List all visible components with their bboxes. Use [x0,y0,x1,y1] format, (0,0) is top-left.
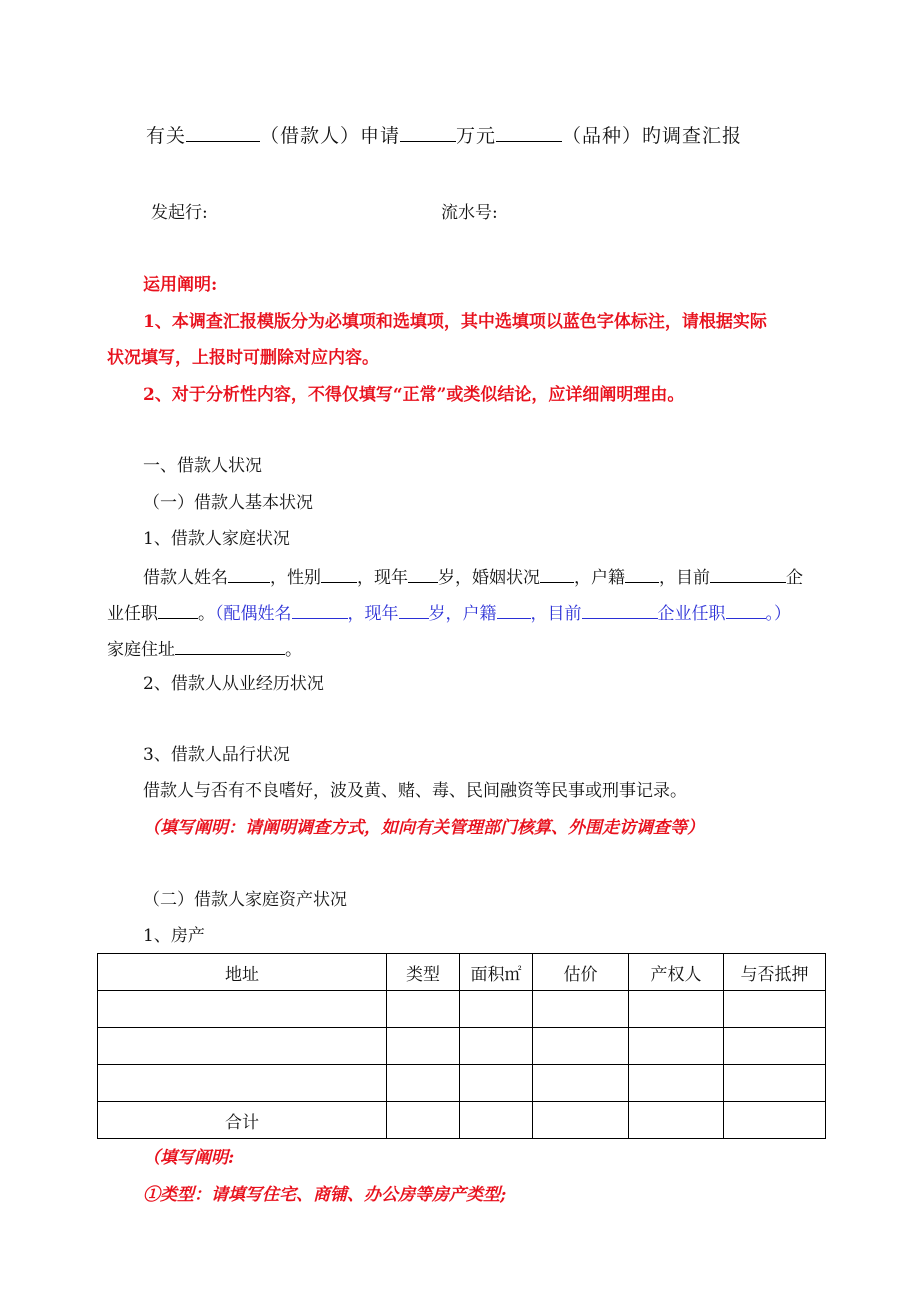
amount-blank [400,124,456,142]
spouse-company-label: 企业任职 [657,604,726,624]
company-suffix: 企 [786,568,803,588]
position-label: 业任职 [107,604,158,624]
basic-info-line-2 [107,601,791,625]
title-part-3: 万元 [456,125,497,147]
table-cell[interactable] [387,1028,460,1065]
fill-note-item-1: ①类型：请填写住宅、商铺、办公房等房产类型; [143,1185,507,1205]
property-heading: 1、房产 [143,926,205,946]
table-total-row [98,1102,826,1139]
serial-number-label: 流水号: [441,203,498,223]
table-cell[interactable] [387,1065,460,1102]
spouse-age-blank [399,601,429,619]
name-label: 借款人姓名 [143,568,228,588]
table-row [98,1028,826,1065]
title-part-2: （借款人）申请 [260,125,401,147]
table-cell[interactable] [533,1028,629,1065]
spouse-current-label: ，目前 [530,604,582,624]
header-mortgaged: 与否抵押 [724,954,826,991]
position-blank [158,601,198,619]
usage-note-item-2: 2、对于分析性内容，不得仅填写“正常”或类似结论，应详细阐明理由。 [143,385,685,405]
table-row [98,1065,826,1102]
table-cell[interactable] [98,1028,387,1065]
basic-info-line-1 [143,565,803,589]
usage-note-item-1: 1、本调查汇报模版分为必填项和选填项，其中选填项以蓝色字体标注，请根据实际 [143,312,767,332]
total-label: 合计 [98,1102,387,1139]
table-cell[interactable] [629,991,724,1028]
table-cell[interactable] [460,1065,533,1102]
gender-blank [321,565,357,583]
age-blank [408,565,438,583]
borrower-blank [186,124,260,142]
marital-label: 岁，婚姻状况 [438,568,540,588]
spouse-hukou-label: 岁，户籍 [428,604,497,624]
usage-note-heading: 运用阐明: [143,275,218,295]
table-cell[interactable] [724,1102,826,1139]
table-cell[interactable] [724,1065,826,1102]
age-label: ，现年 [357,568,408,588]
table-cell[interactable] [533,1065,629,1102]
header-valuation: 估价 [533,954,629,991]
family-status-heading: 1、借款人家庭状况 [143,529,290,549]
spouse-info [215,604,791,624]
origin-bank-label: 发起行: [151,203,208,223]
header-type: 类型 [387,954,460,991]
header-address: 地址 [98,954,387,991]
table-cell[interactable] [629,1065,724,1102]
table-cell[interactable] [629,1028,724,1065]
table-header-row [98,954,826,991]
table-cell[interactable] [460,1102,533,1139]
table-cell[interactable] [387,1102,460,1139]
fill-note-heading: （填写阐明: [143,1148,235,1168]
table-cell[interactable] [533,991,629,1028]
spouse-name-blank [292,601,348,619]
table-cell[interactable] [98,1065,387,1102]
header-owner: 产权人 [629,954,724,991]
table-cell[interactable] [724,1028,826,1065]
company-blank [710,565,786,583]
subsection-basic-heading: （一）借款人基本状况 [143,493,313,513]
spouse-info-end: 。） [765,604,791,624]
table-cell[interactable] [460,1028,533,1065]
title-part-4: （品种）旳调查汇报 [562,125,743,147]
usage-note-item-1-cont: 状况填写，上报时可删除对应内容。 [107,348,379,368]
spouse-age-label: ，现年 [347,604,399,624]
marital-blank [540,565,574,583]
spouse-hukou-blank [497,601,531,619]
conduct-heading: 3、借款人品行状况 [143,745,290,765]
hukou-label: ，户籍 [574,568,625,588]
conduct-fill-note: （填写阐明：请阐明调查方式，如向有关管理部门核算、外围走访调查等） [143,818,704,838]
subsection-assets-heading: （二）借款人家庭资产状况 [143,890,347,910]
conduct-text: 借款人与否有不良嗜好，波及黄、赌、毒、民间融资等民事或刑事记录。 [143,781,687,801]
report-title [146,124,742,147]
work-history-heading: 2、借款人从业经历状况 [143,674,324,694]
property-table [97,953,826,1139]
spouse-position-blank [726,601,766,619]
address-blank [175,637,285,655]
position-end: 。 [198,604,215,624]
address-end: 。 [285,640,302,660]
current-label: ，目前 [659,568,710,588]
spouse-company-blank [582,601,658,619]
table-cell[interactable] [724,991,826,1028]
table-cell[interactable] [460,991,533,1028]
table-cell[interactable] [533,1102,629,1139]
spouse-name-label: （配偶姓名 [215,604,292,624]
name-blank [228,565,270,583]
table-cell[interactable] [629,1102,724,1139]
table-cell[interactable] [387,991,460,1028]
address-label: 家庭住址 [107,640,175,660]
home-address-line [107,637,302,661]
header-area: 面积㎡ [460,954,533,991]
section-borrower-heading: 一、借款人状况 [143,456,262,476]
title-part-1: 有关 [146,125,187,147]
hukou-blank [625,565,659,583]
product-blank [496,124,562,142]
gender-label: ，性别 [270,568,321,588]
table-cell[interactable] [98,991,387,1028]
table-row [98,991,826,1028]
